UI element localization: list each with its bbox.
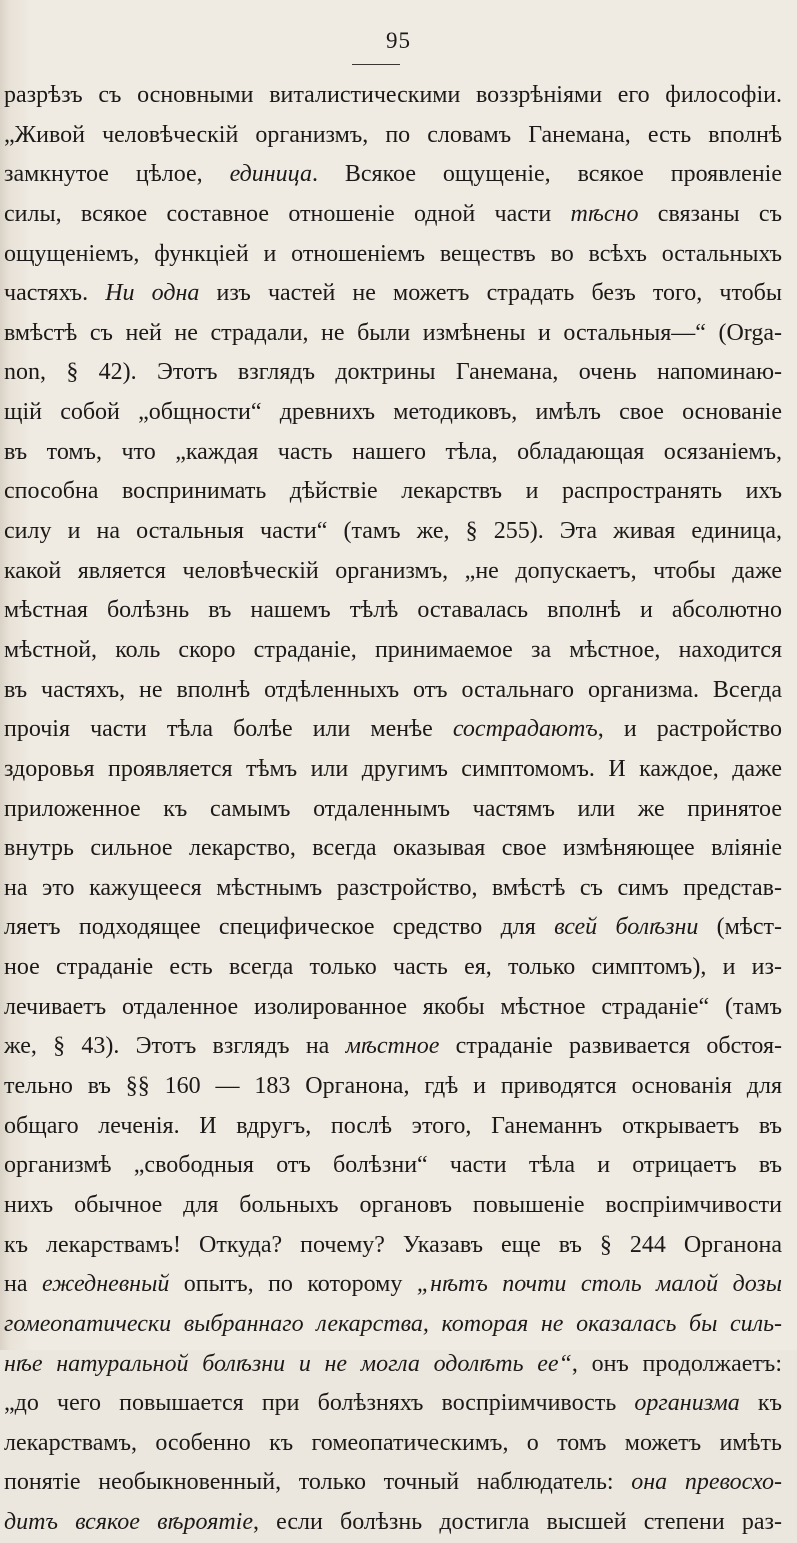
italic-text: она превосхо- bbox=[631, 1469, 782, 1496]
text-segment: изъ частей не можетъ страдать безъ того, чтобы bbox=[199, 280, 782, 307]
text-segment: способна воспринимать дѣйствіе лекарствъ и распространять ихъ bbox=[4, 478, 782, 505]
text-line bbox=[4, 1186, 782, 1226]
text-line bbox=[4, 710, 782, 750]
text-segment: внутрь сильное лекарство, всегда оказывая свое измѣняющее вліяніе bbox=[4, 835, 782, 862]
text-line bbox=[4, 1424, 782, 1464]
page-number: 95 bbox=[386, 28, 411, 53]
text-segment: вмѣстѣ съ ней не страдали, не были измѣнены и остальныя—“ (Orga- bbox=[4, 319, 782, 346]
text-segment: частяхъ. bbox=[4, 280, 106, 307]
text-segment: въ частяхъ, не вполнѣ отдѣленныхъ отъ остальнаго организма. Всегда bbox=[4, 676, 782, 703]
text-line bbox=[4, 512, 782, 552]
text-segment: (мѣст- bbox=[698, 914, 782, 941]
text-segment: приложенное къ самымъ отдаленнымъ частямъ или же принятое bbox=[4, 795, 782, 822]
text-segment: какой является человѣческій организмъ, „не допускаетъ, чтобы даже bbox=[4, 557, 782, 584]
text-segment: прочія части тѣла болѣе или менѣе bbox=[4, 716, 453, 743]
text-segment: , онъ продолжаетъ: bbox=[571, 1350, 782, 1377]
text-line bbox=[4, 750, 782, 790]
italic-text: дитъ всякое вѣроятіе bbox=[4, 1509, 254, 1536]
text-segment: , и растройство bbox=[597, 716, 782, 743]
text-line bbox=[4, 1305, 782, 1345]
body-text bbox=[4, 76, 782, 1543]
italic-text: „нѣтъ почти столь малой дозы bbox=[416, 1271, 782, 1298]
text-line bbox=[4, 76, 782, 116]
page-number-rule bbox=[352, 64, 400, 65]
italic-text: нѣе натуральной болѣзни и не могла одолѣть ее“ bbox=[4, 1350, 572, 1377]
text-line bbox=[4, 155, 782, 195]
text-segment: понятіе необыкновенный, только точный наблюдатель: bbox=[4, 1469, 632, 1496]
text-segment: къ bbox=[739, 1390, 782, 1417]
text-segment: страданіе развивается обстоя- bbox=[439, 1033, 782, 1060]
text-line bbox=[4, 552, 782, 592]
text-line bbox=[4, 274, 782, 314]
text-segment: ное страданіе есть всегда только часть ея, только симптомъ), и из- bbox=[4, 954, 782, 981]
text-segment: замкнутое цѣлое, bbox=[4, 161, 230, 188]
text-segment: связаны съ bbox=[638, 200, 782, 227]
text-segment: въ томъ, что „каждая часть нашего тѣла, обладающая осязаніемъ, bbox=[4, 438, 782, 465]
text-segment: щій собой „общности“ древнихъ методиковъ, имѣлъ свое основаніе bbox=[4, 399, 782, 426]
text-line bbox=[4, 1146, 782, 1186]
text-segment: силы, всякое составное отношеніе одной части bbox=[4, 200, 571, 227]
italic-text: единица bbox=[229, 161, 312, 188]
italic-text: тѣсно bbox=[570, 200, 639, 227]
text-line bbox=[4, 1384, 782, 1424]
italic-text: всей болѣзни bbox=[554, 914, 699, 941]
text-line bbox=[4, 353, 782, 393]
text-line bbox=[4, 1345, 782, 1385]
text-segment: мѣстной, коль скоро страданіе, принимаемое за мѣстное, находится bbox=[4, 636, 782, 663]
text-line bbox=[4, 948, 782, 988]
text-line bbox=[4, 1067, 782, 1107]
text-segment: non, § 42). Этотъ взглядъ доктрины Ганемана, очень напоминаю- bbox=[4, 359, 782, 386]
text-line bbox=[4, 393, 782, 433]
text-segment: лекарствамъ, особенно къ гомеопатическимъ, о томъ можетъ имѣть bbox=[4, 1429, 782, 1456]
text-segment: мѣстная болѣзнь въ нашемъ тѣлѣ оставалась вполнѣ и абсолютно bbox=[4, 597, 782, 624]
italic-text: мѣстное bbox=[345, 1033, 440, 1060]
text-segment: разрѣзъ съ основными виталистическими воззрѣніями его философіи. bbox=[4, 82, 782, 108]
text-line bbox=[4, 988, 782, 1028]
text-segment: тельно въ §§ 160 — 183 Органона, гдѣ и приводятся основанія для bbox=[4, 1073, 782, 1100]
text-line bbox=[4, 869, 782, 909]
text-line bbox=[4, 790, 782, 830]
text-segment: „до чего повышается при болѣзняхъ воспріимчивость bbox=[4, 1390, 635, 1417]
text-segment: опытъ, по которому bbox=[169, 1271, 417, 1298]
text-segment: же, § 43). Этотъ взглядъ на bbox=[4, 1033, 346, 1060]
text-line bbox=[4, 195, 782, 235]
text-line bbox=[4, 1503, 782, 1543]
italic-text: Ни одна bbox=[105, 280, 200, 307]
text-segment: нихъ обычное для больныхъ органовъ повышеніе воспріимчивости bbox=[4, 1191, 782, 1218]
text-segment: . Всякое ощущеніе, всякое проявленіе bbox=[311, 161, 782, 188]
text-line bbox=[4, 908, 782, 948]
text-line bbox=[4, 631, 782, 671]
text-segment: на bbox=[4, 1271, 42, 1298]
text-segment: ощущеніемъ, функціей и отношеніемъ веществъ во всѣхъ остальныхъ bbox=[4, 240, 782, 267]
text-line bbox=[4, 116, 782, 156]
text-line bbox=[4, 314, 782, 354]
text-line bbox=[4, 1107, 782, 1147]
text-line bbox=[4, 591, 782, 631]
text-segment: , если болѣзнь достигла высшей степени раз- bbox=[253, 1509, 782, 1536]
italic-text: организма bbox=[634, 1390, 740, 1417]
text-line bbox=[4, 1226, 782, 1266]
text-segment: общаго леченія. И вдругъ, послѣ этого, Ганеманнъ открываетъ въ bbox=[4, 1112, 782, 1139]
text-line bbox=[4, 472, 782, 512]
text-segment: организмѣ „свободныя отъ болѣзни“ части тѣла и отрицаетъ въ bbox=[4, 1152, 782, 1179]
text-segment: на это кажущееся мѣстнымъ разстройство, вмѣстѣ съ симъ представ- bbox=[4, 874, 782, 901]
text-segment: здоровья проявляется тѣмъ или другимъ симптомомъ. И каждое, даже bbox=[4, 755, 782, 782]
text-segment: „Живой человѣческій организмъ, по словамъ Ганемана, есть вполнѣ bbox=[4, 121, 782, 148]
text-segment: ляетъ подходящее специфическое средство для bbox=[4, 914, 555, 941]
text-line bbox=[4, 1265, 782, 1305]
text-segment: къ лекарствамъ! Откуда? почему? Указавъ еще въ § 244 Органона bbox=[4, 1231, 782, 1258]
text-line bbox=[4, 1463, 782, 1503]
text-segment: лечиваетъ отдаленное изолированное якобы мѣстное страданіе“ (тамъ bbox=[4, 993, 782, 1020]
italic-text: гомеопатически выбраннаго лекарства, которая не оказалась бы силь- bbox=[4, 1310, 782, 1337]
text-segment: силу и на остальныя части“ (тамъ же, § 255). Эта живая единица, bbox=[4, 518, 782, 545]
italic-text: ежедневный bbox=[41, 1271, 170, 1298]
italic-text: сострадаютъ bbox=[452, 716, 598, 743]
text-line bbox=[4, 829, 782, 869]
text-line bbox=[4, 1027, 782, 1067]
text-line bbox=[4, 671, 782, 711]
text-line bbox=[4, 235, 782, 275]
text-line bbox=[4, 433, 782, 473]
